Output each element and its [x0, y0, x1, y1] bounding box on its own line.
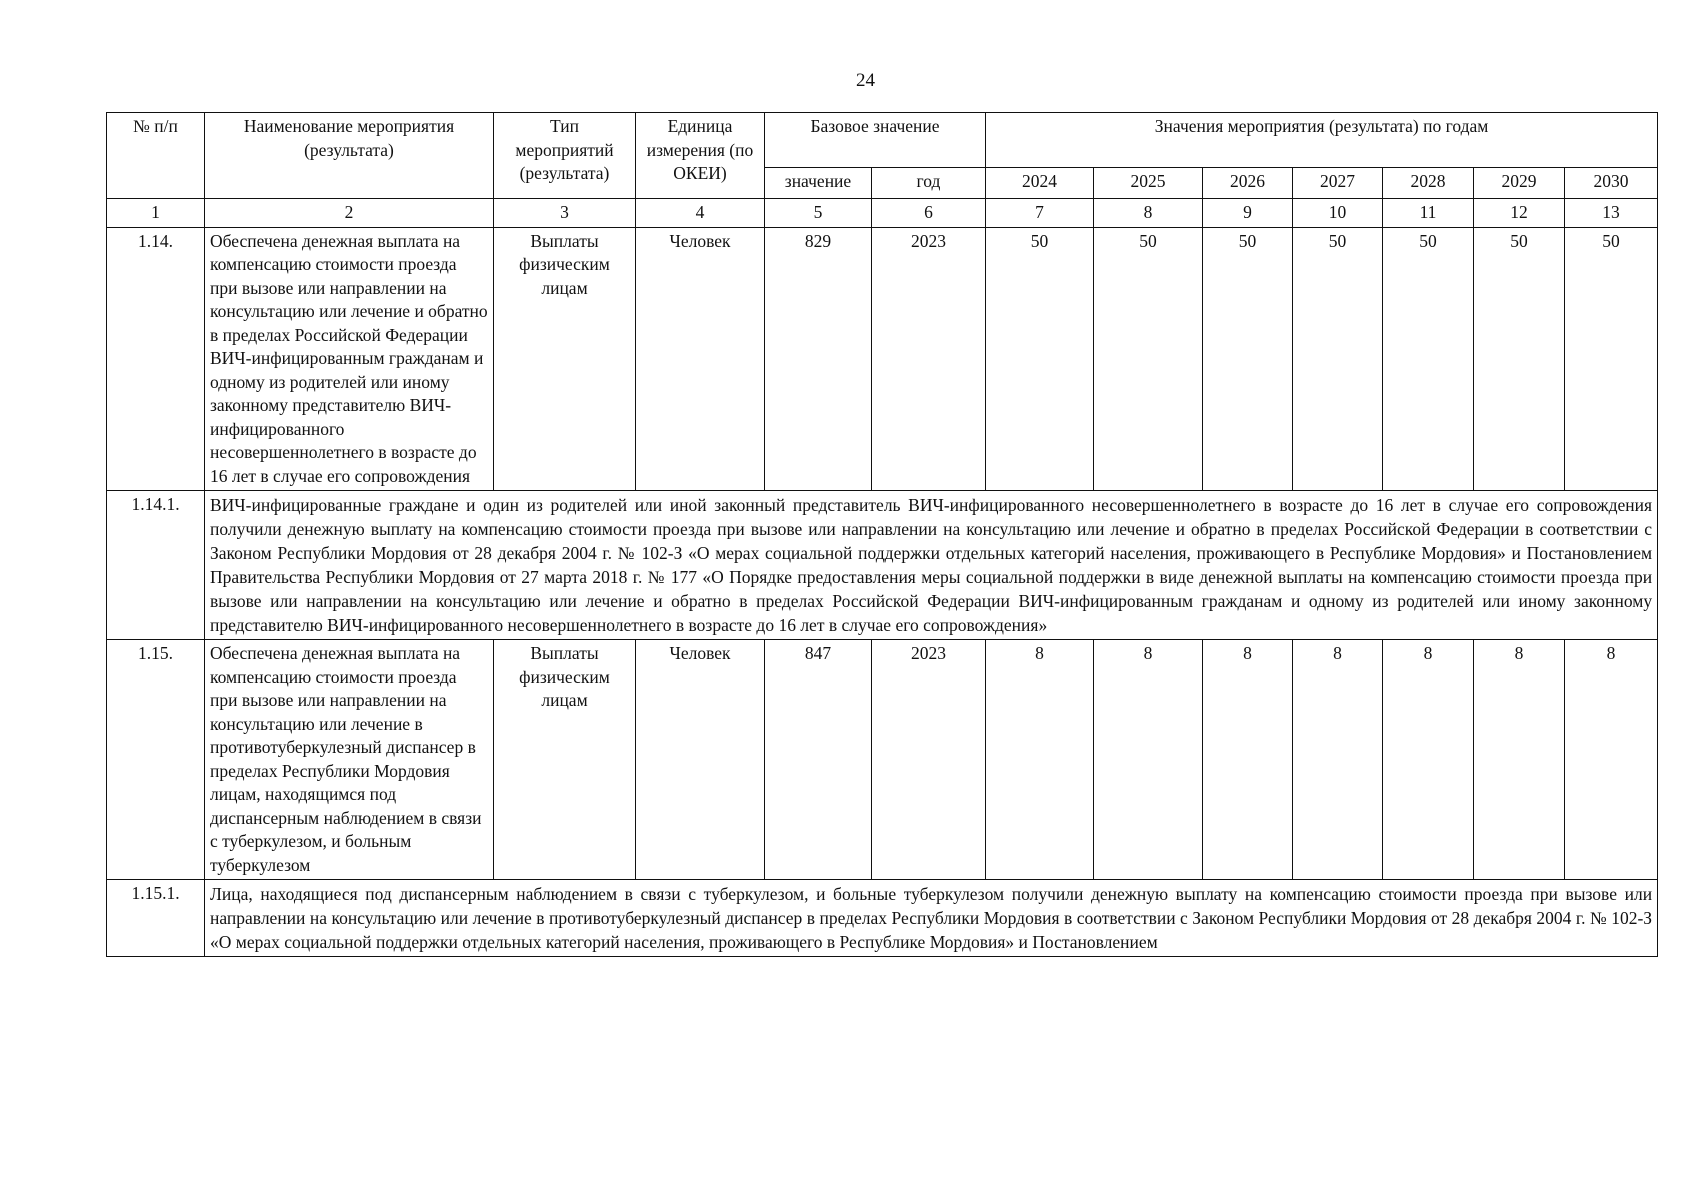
column-number: 12	[1474, 199, 1565, 228]
row-value: 50	[1203, 227, 1293, 491]
row-value: 50	[1094, 227, 1203, 491]
header-year: 2030	[1565, 168, 1658, 199]
row-description: Лица, находящиеся под диспансерным наблюдением в связи с туберкулезом, и больные туберкулезом получили денежную выплату на компенсацию стоимости проезда при вызове или направлении на консультацию или лечение в противотуберкулезный диспансер в пределах Республики Мордовия в соответствии с Законом Республики Мордовия от 28 декабря 2004 г. № 102-З «О мерах социальной поддержки отдельных категорий населения, проживающего в Республике Мордовия» и Постановлением	[205, 880, 1658, 957]
column-numbers-row	[107, 199, 1658, 228]
header-name: Наименование мероприятия (результата)	[205, 113, 494, 199]
row-num: 1.14.1.	[107, 491, 205, 640]
header-year: 2027	[1293, 168, 1383, 199]
row-value: 50	[1474, 227, 1565, 491]
row-value: 8	[1293, 640, 1383, 880]
row-value: 8	[1094, 640, 1203, 880]
row-value: 8	[1565, 640, 1658, 880]
column-number: 8	[1094, 199, 1203, 228]
row-base-year: 2023	[872, 640, 986, 880]
header-year: 2028	[1383, 168, 1474, 199]
row-description: ВИЧ-инфицированные граждане и один из родителей или иной законный представитель ВИЧ-инфицированного несовершеннолетнего в возрасте до 16 лет в случае его сопровождения получили денежную выплату на компенсацию стоимости проезда при вызове или направлении на консультацию или лечение и обратно в пределах Российской Федерации в соответствии с Законом Республики Мордовия от 28 декабря 2004 г. № 102-З «О мерах социальной поддержки отдельных категорий населения, проживающего в Республике Мордовия» и Постановлением Правительства Республики Мордовия от 27 марта 2018 г. № 177 «О Порядке предоставления меры социальной поддержки в виде денежной выплаты на компенсацию стоимости проезда при вызове или направлении на консультацию или лечение и обратно в пределах Российской Федерации ВИЧ-инфицированным гражданам и одному из родителей или иному законному представителю ВИЧ-инфицированного несовершеннолетнего в возрасте до 16 лет в случае его сопровождения»	[205, 491, 1658, 640]
table-row	[107, 227, 1658, 491]
page-number: 24	[856, 70, 875, 91]
header-base-value: значение	[765, 168, 872, 199]
header-base-year: год	[872, 168, 986, 199]
row-value: 8	[986, 640, 1094, 880]
table-row	[107, 640, 1658, 880]
header-years-group: Значения мероприятия (результата) по годам	[986, 113, 1658, 168]
header-year: 2029	[1474, 168, 1565, 199]
column-number: 1	[107, 199, 205, 228]
row-type: Выплаты физическим лицам	[494, 227, 636, 491]
row-base-value: 847	[765, 640, 872, 880]
column-number: 2	[205, 199, 494, 228]
row-value: 50	[1565, 227, 1658, 491]
column-number: 11	[1383, 199, 1474, 228]
column-number: 13	[1565, 199, 1658, 228]
row-value: 8	[1474, 640, 1565, 880]
row-num: 1.15.1.	[107, 880, 205, 957]
column-number: 4	[636, 199, 765, 228]
row-name: Обеспечена денежная выплата на компенсацию стоимости проезда при вызове или направлении на консультацию или лечение в противотуберкулезный диспансер в пределах Республики Мордовия лицам, находящимся под диспансерным наблюдением в связи с туберкулезом, и больным туберкулезом	[205, 640, 494, 880]
row-unit: Человек	[636, 640, 765, 880]
row-type: Выплаты физическим лицам	[494, 640, 636, 880]
table-row	[107, 491, 1658, 640]
row-base-value: 829	[765, 227, 872, 491]
column-number: 6	[872, 199, 986, 228]
row-value: 50	[1293, 227, 1383, 491]
row-value: 8	[1383, 640, 1474, 880]
row-value: 50	[1383, 227, 1474, 491]
column-number: 7	[986, 199, 1094, 228]
row-unit: Человек	[636, 227, 765, 491]
row-num: 1.14.	[107, 227, 205, 491]
row-value: 50	[986, 227, 1094, 491]
header-year: 2026	[1203, 168, 1293, 199]
header-row-1	[107, 113, 1658, 168]
header-num: № п/п	[107, 113, 205, 199]
row-base-year: 2023	[872, 227, 986, 491]
header-unit: Единица измерения (по ОКЕИ)	[636, 113, 765, 199]
table-row	[107, 880, 1658, 957]
row-num: 1.15.	[107, 640, 205, 880]
column-number: 3	[494, 199, 636, 228]
header-year: 2024	[986, 168, 1094, 199]
column-number: 5	[765, 199, 872, 228]
row-name: Обеспечена денежная выплата на компенсацию стоимости проезда при вызове или направлении на консультацию или лечение и обратно в пределах Российской Федерации ВИЧ-инфицированным гражданам и одному из родителей или иному законному представителю ВИЧ-инфицированного несовершеннолетнего в возрасте до 16 лет в случае его сопровождения	[205, 227, 494, 491]
header-year: 2025	[1094, 168, 1203, 199]
header-type: Тип мероприятий (результата)	[494, 113, 636, 199]
header-base: Базовое значение	[765, 113, 986, 168]
row-value: 8	[1203, 640, 1293, 880]
column-number: 9	[1203, 199, 1293, 228]
column-number: 10	[1293, 199, 1383, 228]
measures-table	[106, 112, 1658, 957]
